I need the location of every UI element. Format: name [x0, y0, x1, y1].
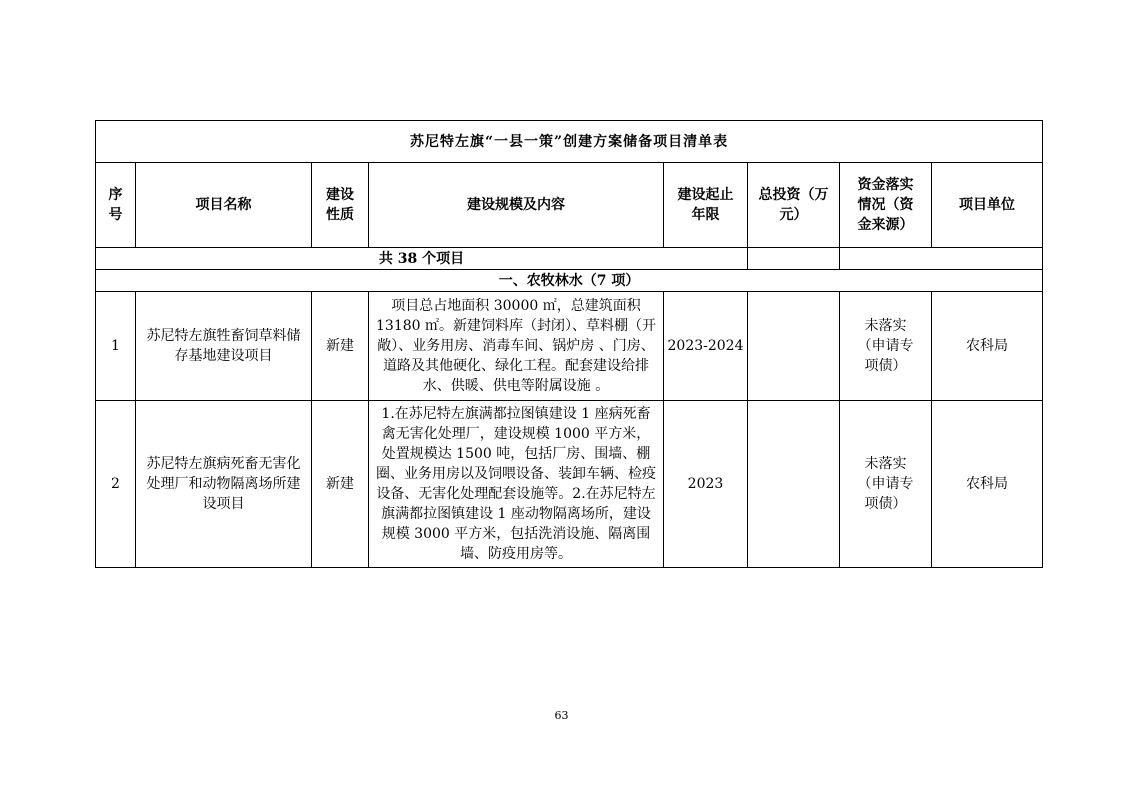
header-unit: 项目单位 [932, 163, 1043, 248]
row-seq: 1 [96, 292, 136, 401]
project-list-table [95, 120, 1043, 568]
row-project-name: 苏尼特左旗牲畜饲草料储存基地建设项目 [136, 292, 312, 401]
row-nature: 新建 [312, 401, 369, 568]
row-funding: 未落实（申请专项债） [840, 401, 932, 568]
category-row [96, 270, 1043, 292]
row-period: 2023-2024 [664, 292, 748, 401]
table-title: 苏尼特左旗“一县一策”创建方案储备项目清单表 [96, 121, 1043, 163]
row-seq: 2 [96, 401, 136, 568]
total-blank [840, 248, 1043, 270]
table-row [96, 401, 1043, 568]
header-row [96, 163, 1043, 248]
category-label: 一、农牧林水（7 项） [96, 270, 1043, 292]
row-funding: 未落实（申请专项债） [840, 292, 932, 401]
row-investment [748, 292, 840, 401]
row-period: 2023 [664, 401, 748, 568]
page-number: 63 [554, 709, 569, 722]
total-row [96, 248, 1043, 270]
row-investment [748, 401, 840, 568]
total-investment [748, 248, 840, 270]
row-scope: 项目总占地面积 30000 ㎡，总建筑面积 13180 ㎡。新建饲料库（封闭）、草料棚（开敞）、业务用房、消毒车间、锅炉房 、门房、道路及其他硬化、绿化工程。配套建设给排水、供暖、供电等附属设施 。 [369, 292, 664, 401]
header-nature: 建设性质 [312, 163, 369, 248]
header-scope: 建设规模及内容 [369, 163, 664, 248]
row-unit: 农科局 [932, 292, 1043, 401]
row-nature: 新建 [312, 292, 369, 401]
row-unit: 农科局 [932, 401, 1043, 568]
header-seq: 序号 [96, 163, 136, 248]
table-row [96, 292, 1043, 401]
header-period: 建设起止年限 [664, 163, 748, 248]
row-scope: 1.在苏尼特左旗满都拉图镇建设 1 座病死畜禽无害化处理厂，建设规模 1000 平方米，处置规模达 1500 吨，包括厂房、围墙、棚圈、业务用房以及饲喂设备、装卸车辆、检疫设备、无害化处理配套设施等。2.在苏尼特左旗满都拉图镇建设 1 座动物隔离场所，建设规模 3000 平方米，包括洗消设施、隔离围墙、防疫用房等。 [369, 401, 664, 568]
header-investment: 总投资（万元） [748, 163, 840, 248]
header-funding: 资金落实情况（资金来源） [840, 163, 932, 248]
row-project-name: 苏尼特左旗病死畜无害化处理厂和动物隔离场所建设项目 [136, 401, 312, 568]
total-label: 共 38 个项目 [96, 248, 748, 270]
header-name: 项目名称 [136, 163, 312, 248]
